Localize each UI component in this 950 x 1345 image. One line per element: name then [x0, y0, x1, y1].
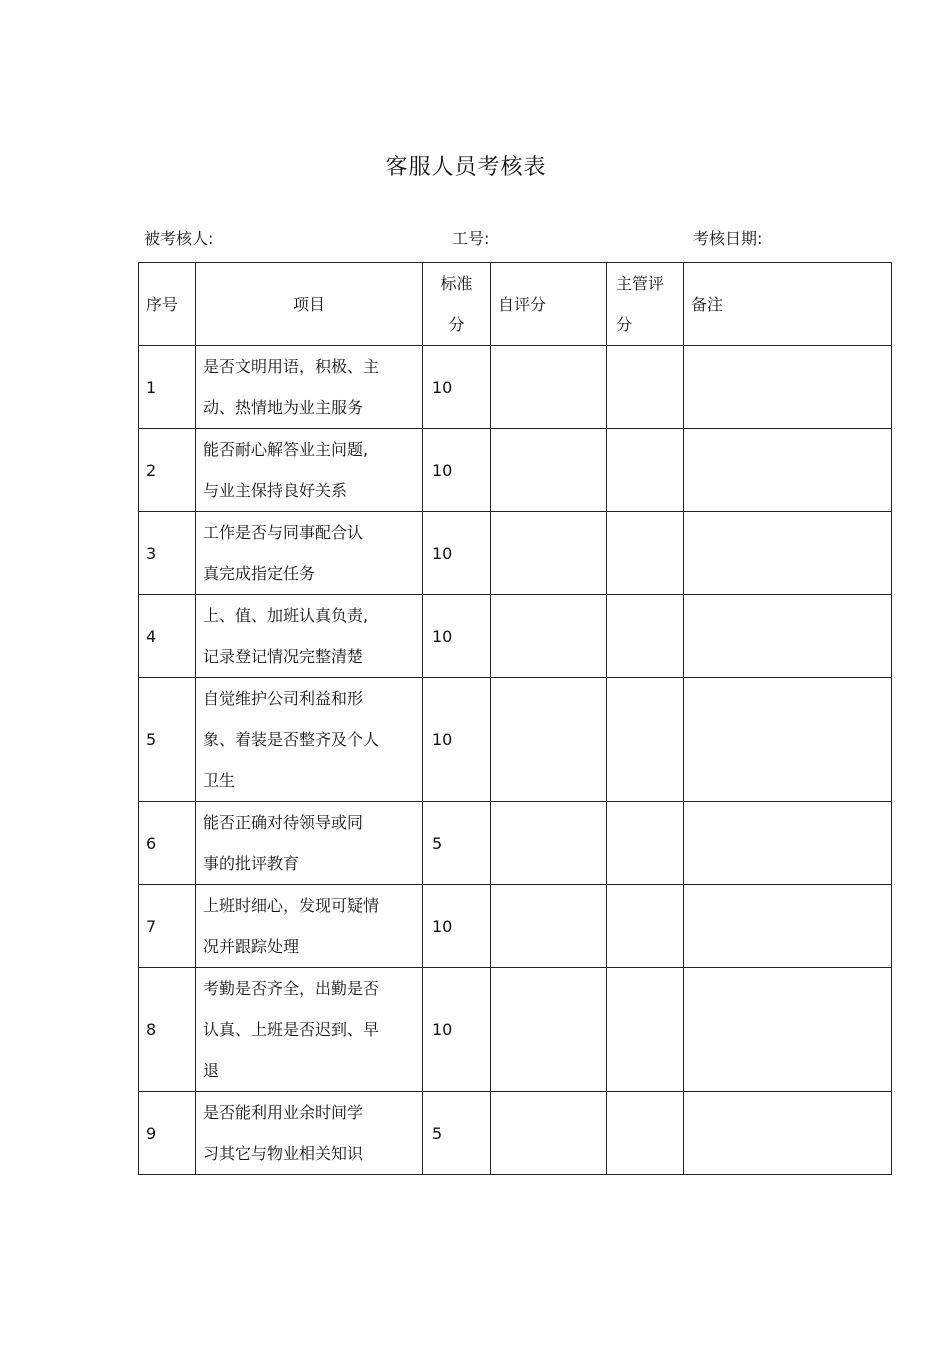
employee-id-label: 工号: — [452, 229, 490, 248]
row-item-line: 自觉维护公司利益和形 — [203, 689, 364, 708]
row-item-line: 能否正确对待领导或同 — [203, 813, 364, 832]
row-item-line: 是否能利用业余时间学 — [203, 1103, 364, 1122]
row-item-line: 真完成指定任务 — [203, 564, 316, 583]
row-self-score-cell[interactable] — [491, 968, 607, 1092]
row-item — [196, 346, 423, 429]
row-supervisor-score-cell[interactable] — [607, 429, 684, 512]
row-item-line: 象、着装是否整齐及个人 — [203, 730, 380, 749]
row-self-score-cell[interactable] — [491, 346, 607, 429]
table-row — [139, 802, 892, 885]
row-standard-score: 10 — [423, 885, 491, 968]
row-notes-cell[interactable] — [684, 1092, 892, 1175]
row-number: 9 — [139, 1092, 196, 1175]
assessment-table — [138, 262, 892, 1175]
row-standard-score: 10 — [423, 595, 491, 678]
header-no: 序号 — [139, 263, 196, 346]
row-number: 1 — [139, 346, 196, 429]
row-item — [196, 802, 423, 885]
row-item-line: 上班时细心，发现可疑情 — [203, 896, 380, 915]
row-item-line: 退 — [203, 1061, 220, 1080]
row-supervisor-score-cell[interactable] — [607, 802, 684, 885]
row-standard-score: 10 — [423, 429, 491, 512]
row-standard-score: 5 — [423, 1092, 491, 1175]
row-standard-score: 10 — [423, 968, 491, 1092]
row-supervisor-score-cell[interactable] — [607, 678, 684, 802]
header-self-score: 自评分 — [491, 263, 607, 346]
row-notes-cell[interactable] — [684, 595, 892, 678]
row-supervisor-score-cell[interactable] — [607, 885, 684, 968]
row-item-line: 事的批评教育 — [203, 854, 300, 873]
row-number: 7 — [139, 885, 196, 968]
row-item-line: 认真、上班是否迟到、早 — [203, 1020, 380, 1039]
row-standard-score: 10 — [423, 678, 491, 802]
row-number: 5 — [139, 678, 196, 802]
row-self-score-cell[interactable] — [491, 595, 607, 678]
row-item-line: 卫生 — [203, 771, 236, 790]
row-item — [196, 968, 423, 1092]
row-self-score-cell[interactable] — [491, 429, 607, 512]
table-row — [139, 678, 892, 802]
header-supervisor-score-line1: 主管评 — [616, 274, 665, 293]
table-row — [139, 429, 892, 512]
row-notes-cell[interactable] — [684, 885, 892, 968]
row-standard-score: 5 — [423, 802, 491, 885]
row-item — [196, 678, 423, 802]
header-supervisor-score-line2: 分 — [616, 315, 633, 334]
header-standard-score — [423, 263, 491, 346]
table-row — [139, 885, 892, 968]
table-row — [139, 512, 892, 595]
row-number: 4 — [139, 595, 196, 678]
row-item-line: 与业主保持良好关系 — [203, 481, 348, 500]
row-item-line: 记录登记情况完整清楚 — [203, 647, 364, 666]
row-number: 8 — [139, 968, 196, 1092]
header-standard-score-line1: 标准 — [440, 274, 473, 293]
row-notes-cell[interactable] — [684, 346, 892, 429]
header-supervisor-score — [607, 263, 684, 346]
row-self-score-cell[interactable] — [491, 512, 607, 595]
row-item-line: 况并跟踪处理 — [203, 937, 300, 956]
row-item-line: 动、热情地为业主服务 — [203, 398, 364, 417]
row-number: 2 — [139, 429, 196, 512]
header-standard-score-line2: 分 — [448, 315, 465, 334]
row-item-line: 考勤是否齐全，出勤是否 — [203, 979, 380, 998]
row-self-score-cell[interactable] — [491, 802, 607, 885]
row-supervisor-score-cell[interactable] — [607, 595, 684, 678]
row-item — [196, 1092, 423, 1175]
header-item: 项目 — [196, 263, 423, 346]
row-notes-cell[interactable] — [684, 512, 892, 595]
row-item — [196, 512, 423, 595]
row-number: 3 — [139, 512, 196, 595]
table-row — [139, 1092, 892, 1175]
row-item-line: 能否耐心解答业主问题, — [203, 440, 369, 459]
row-notes-cell[interactable] — [684, 429, 892, 512]
page-title: 客服人员考核表 — [385, 155, 547, 180]
table-row — [139, 595, 892, 678]
header-notes: 备注 — [684, 263, 892, 346]
table-row — [139, 968, 892, 1092]
table-row — [139, 346, 892, 429]
row-item-line: 工作是否与同事配合认 — [203, 523, 364, 542]
row-supervisor-score-cell[interactable] — [607, 346, 684, 429]
row-item — [196, 429, 423, 512]
review-date-label: 考核日期: — [693, 229, 763, 248]
row-notes-cell[interactable] — [684, 968, 892, 1092]
row-self-score-cell[interactable] — [491, 885, 607, 968]
row-number: 6 — [139, 802, 196, 885]
row-self-score-cell[interactable] — [491, 678, 607, 802]
row-item — [196, 885, 423, 968]
row-item-line: 是否文明用语，积极、主 — [203, 357, 380, 376]
row-self-score-cell[interactable] — [491, 1092, 607, 1175]
table-header-row — [139, 263, 892, 346]
row-supervisor-score-cell[interactable] — [607, 512, 684, 595]
row-standard-score: 10 — [423, 512, 491, 595]
row-item-line: 上、值、加班认真负责, — [203, 606, 369, 625]
row-supervisor-score-cell[interactable] — [607, 1092, 684, 1175]
row-item-line: 习其它与物业相关知识 — [203, 1144, 364, 1163]
row-notes-cell[interactable] — [684, 802, 892, 885]
row-supervisor-score-cell[interactable] — [607, 968, 684, 1092]
examinee-label: 被考核人: — [144, 229, 214, 248]
row-notes-cell[interactable] — [684, 678, 892, 802]
row-item — [196, 595, 423, 678]
row-standard-score: 10 — [423, 346, 491, 429]
